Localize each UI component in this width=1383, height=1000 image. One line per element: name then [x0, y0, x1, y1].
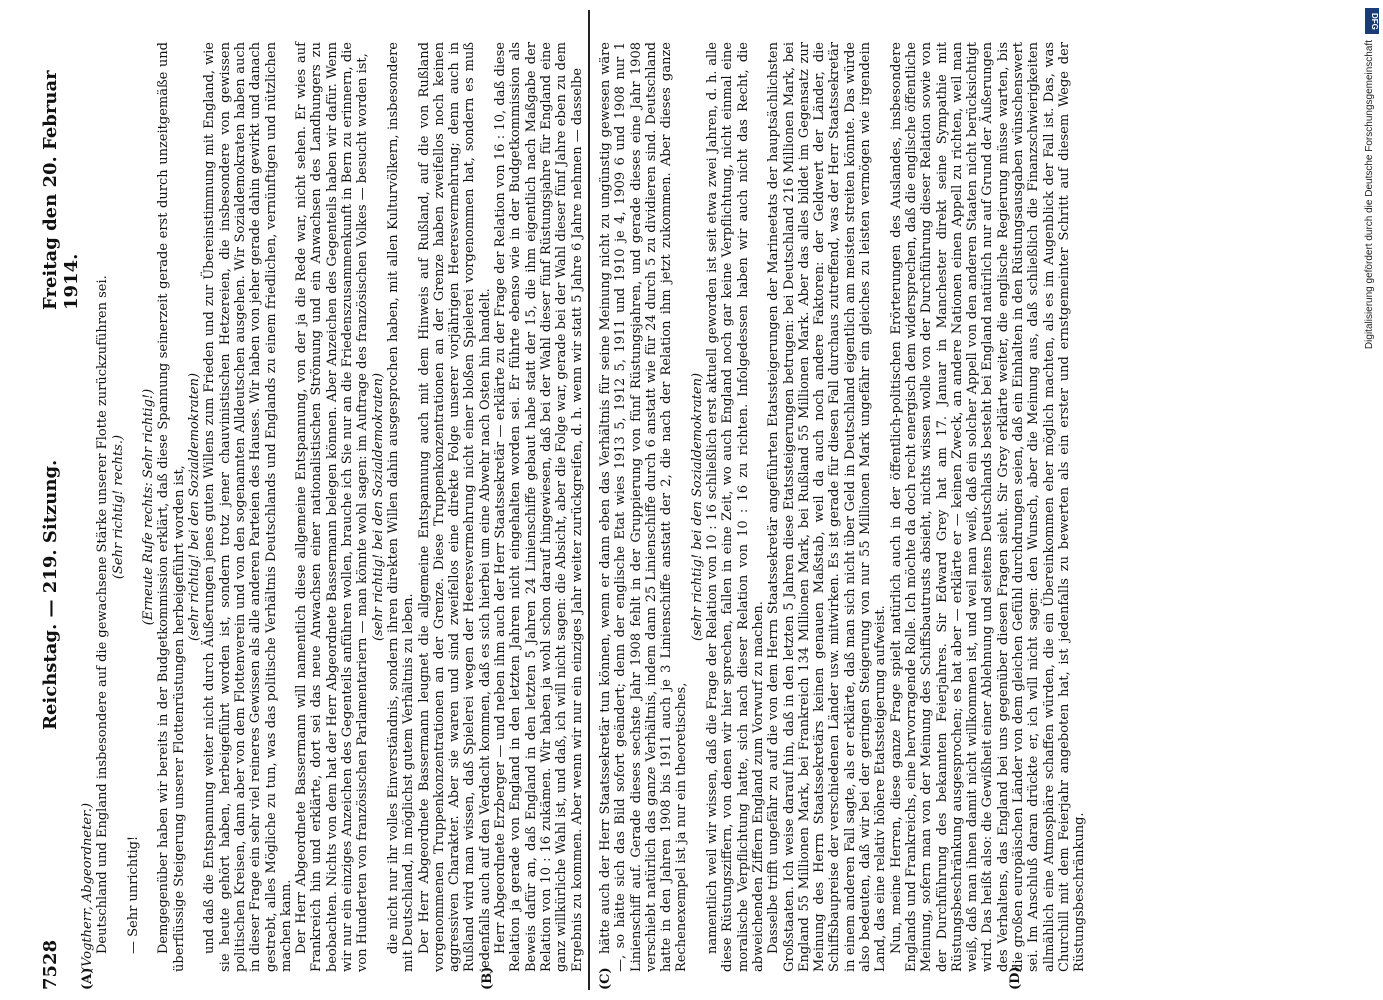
margin-marker-b: (B): [480, 966, 495, 990]
header-left-title: Reichstag. — 219. Sitzung.: [40, 459, 61, 730]
interjection: (sehr richtig! bei den Sozialdemokraten): [689, 372, 705, 642]
dfg-logo: DFG: [1365, 8, 1379, 34]
page-header: [28, 10, 82, 990]
paragraph: Nun, meine Herren, diese ganze Frage spielt natürlich auch in der öffentlich-politischen Erörterungen des Auslandes, insbesondere Englands und Frankreichs, eine hervorragende Rolle. Ich möchte da doch recht energisch dem widersprechen, daß die englische öffentliche Meinung, sofern man von der Meinung des Schiffsbautrusts absieht, nichts wissen wolle von der Durchführung dieser Relation sowie von der Durchführung des bekannten Feierjahres. Sir Edward Grey hat am 17. Januar in Manchester direkt seine Sympathie mit Rüstungsbeschränkung ausgesprochen; es hat aber — erklärte er — keinen Zweck, an andere Nationen einen Appell zu richten, weil man weiß, daß man ihnen damit nicht willkommen ist, und weil man weiß, daß ein solcher Appell von den anderen Staaten nicht berücksichtigt wird. Das heißt also: die Gewißheit einer Ablehnung und seitens Deutschlands besteht bei England natürlich nur auf Grund der Äußerungen des Verhaltens, das England bei uns gegenüber diesen Fragen sieht. Sir Grey erklärte weiter, die englische Regierung müsse warten, bis die großen europäischen Länder von dem gleichen Gefühl durchdrungen seien, daß ein Einhalten in den Rüstungsausgaben wünschenswert sei. Im Anschluß daran drückte er, ich will nicht sagen: den Wunsch, aber die Meinung aus, daß schließlich die Finanzschwierigkeiten allmählich eine Atmosphäre schaffen würden, die ein Übereinkommen eher möglich machten, als es im Augenblick der Fall ist. Das, was Churchill mit dem Feierjahr angeboten hat, ist jedenfalls zu bewerten als ein erster und ernstgemeinter Schritt auf diesem Wege der Rüstungsbeschränkung.: [888, 42, 1088, 972]
paragraph: Der Herr Abgeordnete Bassermann will namentlich diese allgemeine Entspannung, von der ja die Rede war, nicht sehen. Er wies auf Frankreich hin und erklärte, dort sei das neue Anwachsen einer nationalistischen Strömung und ein Anwachsen des Landhungers zu beobachten. Nichts von dem hat der Herr Abgeordnete Bassermann belegen können. Aber Anzeichen des Gegenteils haben wir dafür. Wenn wir nur ein einziges Anzeichen des Gegenteils anführen wollen, brauche ich Sie nur an die Friedenszusammenkunft in Bern zu erinnern, die von Hunderten von französischen Parlamentariern — man könnte wohl sagen: im Auftrage des französischen Volkes — besucht worden ist,: [294, 42, 371, 972]
paragraph: hätte auch der Herr Staatssekretär tun können, wenn er dann eben das Verhältnis für seine Meinung nicht zu ungünstig gewesen wäre —, so hätte sich das Bild sofort geändert; denn der englische Etat wies 1913 5, 1912 5, 1911 und 1910 je 4, 1909 6 und 1908 nur 1 Linienschiff auf. Gerade dieses sechste Jahr 1908 fehlt in der Gruppierung von fünf Rüstungsjahren, und gerade dieses eine Jahr 1908 verschiebt natürlich das ganze Verhältnis, indem dann 25 Linienschiffe durch 6 anstatt wie für 24 durch 5 zu dividieren sind. Deutschland hatte in den Jahren 1908 bis 1911 auch je 3 Linienschiffe anstatt der 2, die nach der Relation ihm jetzt zukommen. Aber dieses ganze Rechenexempel ist ja nur ein theoretisches,: [598, 42, 690, 972]
interjection: (Erneute Rufe rechts: Sehr richtig!): [141, 388, 157, 626]
paragraph: Dasselbe trifft ungefähr zu auf die von dem Herrn Staatssekretär angeführten Etatssteigerungen der Marineetats der hauptsächlichsten Großstaaten. Ich weise darauf hin, daß in den letzten 5 Jahren diese Etatssteigerungen betrugen: bei Deutschland 216 Millionen Mark, bei England 55 Millionen Mark, bei Frankreich 134 Millionen Mark, bei Rußland 55 Millionen Mark. Aber das alles bildet im Gegensatz zur Meinung des Herrn Staatssekretärs keinen genauen Maßstab, weil da auch noch andere Faktoren: der Geldwert der Länder, die Schiffsbaupreise der verschiedenen Länder usw. mitwirken. Es ist gerade für diesen Fall durchaus zutreffend, was der Herr Staatssekretär in einem anderen Fall sagte, als er erklärte, daß man sich nicht über Geld in Deutschland eigentlich am meisten streiten könnte. Das würde also bedeuten, daß wir bei der geringen Steigerung von nur 55 Millionen Mark ungefähr ein gleiches zu leisten vermögen wie irgendein Land, das eine relativ höhere Etatssteigerung aufweist.: [766, 42, 889, 972]
paragraph: Demgegenüber haben wir bereits in der Budgetkommission erklärt, daß diese Spannung seinerzeit gerade erst durch unzeitgemäße und überflüssige Steigerung unserer Flottenrüstungen herbeigeführt worden ist,: [156, 42, 187, 972]
margin-marker-a: (A): [80, 967, 95, 990]
paragraph: — Sehr unrichtig!: [125, 835, 141, 954]
document-page: [28, 10, 1328, 990]
header-right-title: Freitag den 20. Februar 1914.: [40, 70, 82, 310]
margin-marker-c: (C): [598, 967, 613, 990]
paragraph: und daß die Entspannung weiter nicht durch Äußerungen jenes guten Willens zum Frieden und zur Übereinstimmung mit England, wie sie heute gehört haben, herbeigeführt worden ist, sondern trotz jener chauvinistischen Hetzereien, die insbesondere von gewissen politischen Kreisen, dann aber von dem Flottenverein und von den sogenannten Alldeutschen ausgehen. Wir Sozialdemokraten haben auch in dieser Frage ein sehr viel reineres Gewissen als alle anderen Parteien des Hauses. Wir haben von jeher gerade dahin gewirkt und danach gestrebt, alles Mögliche zu tun, was das politische Verhältnis Deutschlands und Englands zu einem friedlichen, vernünftigen und nützlichen machen kann.: [202, 42, 294, 972]
interjection: (sehr richtig! bei den Sozialdemokraten): [187, 372, 203, 642]
paragraph: Der Herr Abgeordnete Bassermann leugnet die allgemeine Entspannung auch mit dem Hinweis auf Rußland, auf die von Rußland vorgenommenen Truppenkonzentrationen an der Grenze. Diese Truppenkonzentrationen an der Grenze haben zweifellos noch keinen aggressiven Charakter. Aber sie waren und sind zweifellos eine direkte Folge unserer vorjährigen Heeresvermehrung; denn auch in Rußland wird man wissen, daß Spielerei wegen der Heeresvermehrung nicht einer bloßen Spielerei vorgenommen hat, sondern es muß jedenfalls auch auf den Verdacht kommen, daß es sich hierbei um eine Abwehr nach Osten hin handelt.: [416, 42, 493, 972]
right-text-column: [598, 42, 1088, 972]
digitization-credit: Digitalisierung gefördert durch die Deutsche Forschungsgemeinschaft: [1364, 40, 1375, 350]
column-divider: [588, 10, 590, 990]
paragraph: namentlich weil wir wissen, daß die Frage der Relation von 10 : 16 schließlich erst aktuell geworden ist seit etwa zwei Jahren, d. h. alle diese Rüstungsziffern, von denen wir hier sprechen, fallen in eine Zeit, wo auch England noch gar keine Verpflichtung, nicht einmal eine moralische Verpflichtung hatte, sich nach dieser Relation von 10 : 16 zu richten. Infolgedessen haben wir auch nicht das Recht, die abweichenden Ziffern England zum Vorwurf zu machen.: [705, 42, 766, 972]
interjection: (sehr richtig! bei den Sozialdemokraten): [370, 372, 386, 642]
page-number: 7528: [40, 939, 61, 990]
interjection: (Sehr richtig! rechts.): [110, 434, 126, 580]
speaker-note: (Vogtherr, Abgeordneter.): [80, 802, 95, 972]
paragraph: die nicht nur ihr volles Einverständnis, sondern ihren direkten Willen dahin ausgesprochen haben, mit allen Kulturvölkern, insbesondere mit Deutschland, in möglichst gutem Verhältnis zu leben.: [385, 42, 417, 972]
margin-marker-d: (D): [1008, 966, 1023, 990]
left-text-column: [80, 42, 585, 972]
paragraph: Deutschland und England insbesondere auf die gewachsene Stärke unserer Flotte zurückzuführen sei.: [95, 275, 111, 954]
paragraph: Herr Abgeordnete Erzberger — und neben ihm auch der Herr Staatssekretär — erklärte zu der Frage der Relation von 16 : 10, daß diese Relation ja gerade von England in den letzten Jahren nicht eingehalten worden sei. Er führte ebenso wie in der Budgetkommission als Beweis dafür an, daß England in den letzten 5 Jahren 24 Linienschiffe gebaut habe statt der 15, die ihm eigentlich nach Maßgabe der Relation von 10 : 16 zukämen. Wir haben ja wohl schon darauf hingewiesen, daß bei der Wahl dieser fünf Rüstungsjahre für England eine ganz willkürliche Wahl ist, und daß, ich will nicht sagen: die Absicht, aber die Folge war, gerade bei der Wahl dieser fünf Jahre eben zu dem Ergebnis zu kommen. Aber wenn wir nur ein einziges Jahr weiter zurückgreifen, d. h. wenn wir statt 5 Jahre 6 Jahre nehmen — dasselbe: [493, 42, 585, 972]
